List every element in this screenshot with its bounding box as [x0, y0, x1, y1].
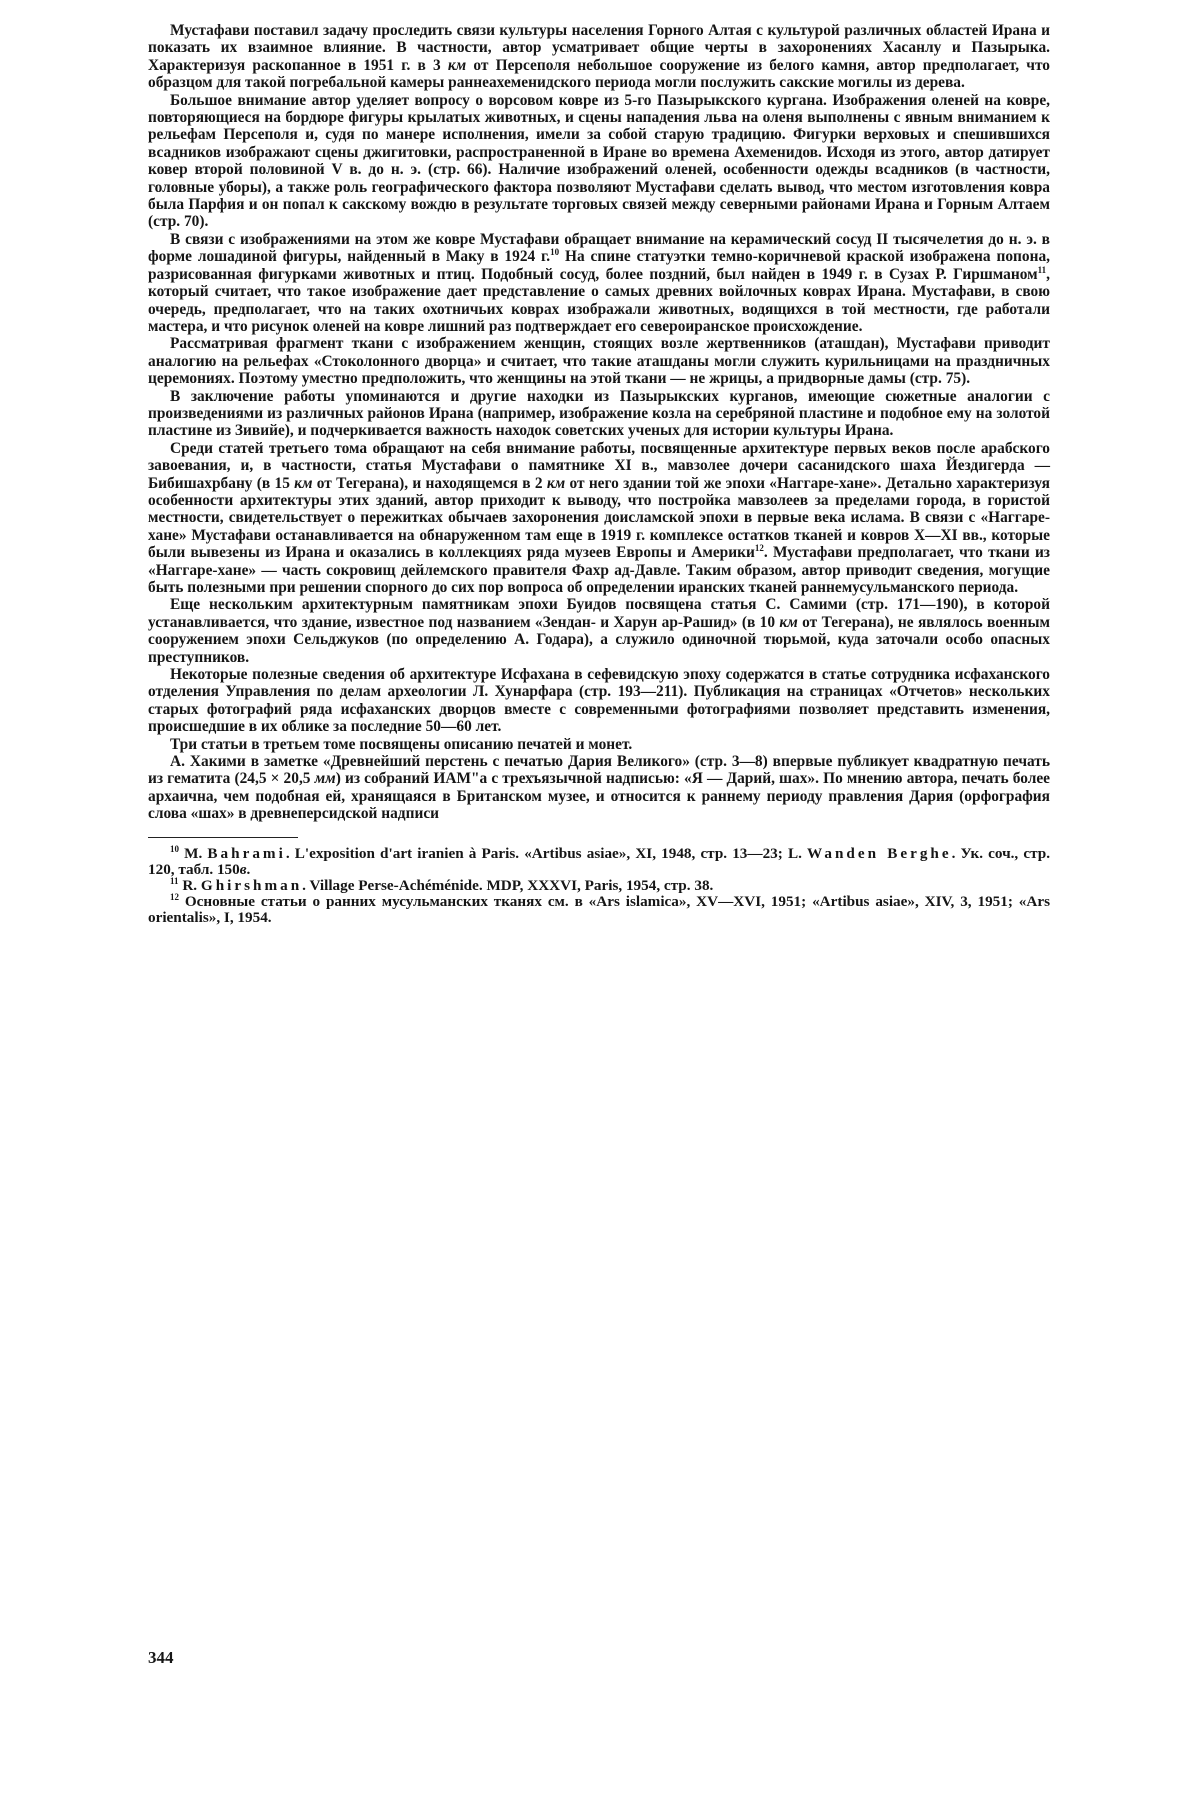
text-run: Три статьи в третьем томе посвящены описанию печатей и монет. [170, 735, 633, 753]
article-body [148, 22, 1050, 823]
footnote-marker: 11 [1037, 264, 1047, 275]
footnote [148, 875, 1050, 894]
footnote-marker: 11 [170, 875, 179, 886]
text-run: Среди статей третьего тома обращают на себя внимание работы, посвященные архитектуре первых веков после арабского завоевания, и, в частности, статья Мустафави о памятнике XI в., мавзолее дочери сасанидского шаха Йездигерда — Бибишахрбану (в 15 [148, 439, 1050, 492]
footnote [148, 891, 1050, 926]
footnotes [148, 843, 1050, 926]
text-run: . Мустафави предполагает, что ткани из «Наггаре-хане» — часть сокровищ дейлемского правителя Фахр ад-Давле. Таким образом, автор приводит сведения, могущие быть полезными при решении спорного до сих пор вопроса об определении иранских тканей раннемусульманского периода. [148, 544, 1050, 596]
footnotes-divider [148, 837, 298, 838]
paragraph [148, 753, 1050, 823]
text-run: Еще нескольким архитектурным памятникам эпохи Буидов посвящена статья С. Самими (стр. 171—190), в которой устанавливается, что здание, известное под названием «Зендан- и Харун ар-Рашид» (в 10 [148, 596, 1050, 631]
page-content [148, 22, 1050, 926]
paragraph [148, 666, 1050, 736]
paragraph [148, 231, 1050, 335]
author-name: Ghirshman [200, 876, 303, 894]
text-run: В заключение работы упоминаются и другие находки из Пазырыкских курганов, имеющие сюжетные аналогии с произведениями из различных районов Ирана (например, изображение козла на серебряной пластине и подобное ему на золотой пластине из Зивийе), и подчеркивается важность находок советских ученых для истории культуры Ирана. [148, 387, 1050, 440]
page-number: 344 [148, 1648, 174, 1667]
text-run: от Персеполя небольшое сооружение из белого камня, автор предполагает, что образцом для такой погребальной камеры раннеахеменидского периода могли послужить сакские могилы из дерева. [148, 56, 1050, 92]
text-run: от Тегерана), и находящемся в 2 [312, 474, 547, 492]
text-run: , который считает, что такое изображение дает представление о самых древних войлочных коврах Ирана. Мустафави, в свою очередь, предполагает, что на таких охотничьих коврах изображали животных, водящихся в той местности, где работали мастера, и что рисунок оленей на ковре лишний раз подтверждает его североиранское происхождение. [148, 265, 1050, 335]
footnote-marker: 10 [170, 843, 179, 854]
text-run: от Тегерана), не являлось военным сооружением эпохи Сельджуков (по определению А. Годара), а служило одиночной тюрьмой, куда заточали особо опасных преступников. [148, 613, 1050, 666]
unit-text: км [546, 474, 566, 492]
text-run: Основные статьи о ранних мусульманских тканях см. в «Ars islamica», XV—XVI, 1951; «Artibus asiae», XIV, 3, 1951; «Ars orientalis», I, 1954. [148, 892, 1050, 926]
text-run: На спине статуэтки темно-коричневой краской изображена попона, разрисованная фигурками животных и птиц. Подобный сосуд, более поздний, был найден в 1949 г. в Сузах Р. Гиршманом [148, 248, 1050, 283]
text-run: В связи с изображениями на этом же ковре Мустафави обращает внимание на керамический сосуд II тысячелетия до н. э. в форме лошадиной фигуры, найденный в Маку в 1924 г. [148, 230, 1050, 266]
paragraph [148, 736, 1050, 753]
text-run: А. Хакими в заметке «Древнейший перстень с печатью Дария Великого» (стр. 3—8) впервые публикует квадратную печать из гематита (24,5 × 20,5 [148, 753, 1050, 788]
text-run: ) из собраний ИАМ"а с трехъязычной надписью: «Я — Дарий, шах». По мнению автора, печать более архаична, чем подобная ей, хранящаяся в Британском музее, и относится к раннему периоду правления Дария (орфография слова «шах» в древнеперсидской надписи [148, 770, 1050, 823]
footnote-marker: 10 [550, 247, 560, 258]
text-run: . Ук. соч., стр. 120, табл. 150 [148, 844, 1050, 878]
paragraph [148, 440, 1050, 597]
paragraph [148, 596, 1050, 666]
text-run: от него здании той же эпохи «Наггаре-хане». Детально характеризуя особенности архитектуры этих зданий, автор приходит к выводу, что постройка мавзолеев за пределами города, в гористой местности, свидетельствует о пережитках обычаев захоронения доисламской эпохи в первые века ислама. В связи с «Наггаре-хане» Мустафави останавливается на обнаруженном там еще в 1919 г. комплексе остатков тканей и ковров X—XI вв., которые были вывезены из Ирана и оказались в коллекциях ряда музеев Европы и Америки [148, 474, 1050, 562]
paragraph [148, 388, 1050, 440]
unit-text: км [294, 474, 313, 492]
text-run: Рассматривая фрагмент ткани с изображением женщин, стоящих возле жертвенников (аташдан), Мустафави приводит аналогию на рельефах «Стоколонного дворца» и считает, что такие аташданы могли служить курильницами на праздничных церемониях. Поэтому уместно предположить, что женщины на этой ткани — не жрицы, а придворные дамы (стр. 75). [148, 335, 1050, 388]
paragraph [148, 92, 1050, 231]
author-name: Bahrami [207, 844, 286, 862]
author-name: Wanden Berghe [807, 844, 952, 862]
paragraph [148, 22, 1050, 92]
unit-text: мм [314, 770, 336, 788]
footnote-marker: 12 [170, 891, 179, 902]
paragraph [148, 335, 1050, 387]
footnote [148, 843, 1050, 878]
text-run: Некоторые полезные сведения об архитектуре Исфахана в сефевидскую эпоху содержатся в статье сотрудника исфаханского отделения Управления по делам археологии Л. Хунарфара (стр. 193—211). Публикация на страницах «Отчетов» нескольких старых фотографий ряда исфаханских дворцов вместе с современными фотографиями позволяет представить изменения, происшедшие в их облике за последние 50—60 лет. [148, 666, 1050, 736]
unit-text: км [447, 56, 467, 74]
footnote-marker: 12 [754, 543, 764, 554]
text-run: Мустафави поставил задачу проследить связи культуры населения Горного Алтая с культурой различных областей Ирана и показать их взаимное влияние. В частности, автор усматривает общие черты в захоронениях Хасанлу и Пазырыка. Характеризуя раскопанное в 1951 г. в 3 [148, 22, 1050, 74]
text-run: . Village Perse-Achéménide. MDP, XXXVI, Paris, 1954, стр. 38. [302, 876, 714, 894]
text-run: M. [179, 844, 208, 862]
text-run: R. [178, 876, 201, 894]
text-run: . L'exposition d'art iranien à Paris. «Artibus asiae», XI, 1948, стр. 13—23; L. [285, 844, 808, 862]
text-run: Большое внимание автор уделяет вопросу о ворсовом ковре из 5-го Пазырыкского кургана. Изображения оленей на ковре, повторяющиеся на бордюре фигуры крылатых животных, и сцены нападения льва на оленя выполнены с явным вниманием к рельефам Персеполя и, судя по манере исполнения, имели за собой старую традицию. Фигурки верховых и спешившихся всадников изображают сцены джигитовки, распространенной в Иране во времена Ахеменидов. Исходя из этого, автор датирует ковер второй половиной V в. до н. э. (стр. 66). Наличие изображений оленей, особенности одежды всадников (в частности, головные уборы), а также роль географического фактора позволяют Мустафави сделать вывод, что местом изготовления ковра была Парфия и он попал к сакскому вождю в результате торговых связей между северными районами Ирана и Горным Алтаем (стр. 70). [148, 91, 1050, 231]
unit-text: в [239, 860, 247, 878]
unit-text: км [779, 613, 798, 631]
text-run: . [246, 860, 251, 878]
